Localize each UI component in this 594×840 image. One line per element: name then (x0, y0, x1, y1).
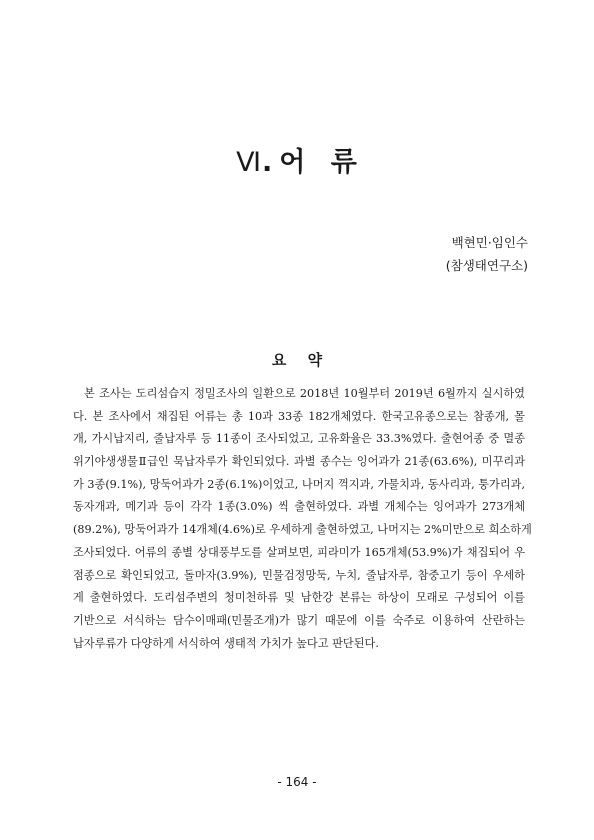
author-block (446, 231, 528, 277)
summary-line: 위기야생생물Ⅱ급인 묵납자루가 확인되었다. 과별 종수는 잉어과가 21종(63.6%), 미꾸리과 (73, 455, 525, 469)
summary-line: 점종으로 확인되었고, 돌마자(3.9%), 민물검정망둑, 누치, 줄납자루, 참중고기 등이 우세하 (73, 568, 525, 582)
summary-line: 가 3종(9.1%), 망둑어과가 2종(6.1%)이었고, 나머지 꺽지과, 가물치과, 동사리과, 퉁가리과, (73, 477, 525, 491)
summary-line: 개, 가시납지리, 줄납자루 등 11종이 조사되었고, 고유화율은 33.3%였다. 출현어종 중 멸종 (73, 432, 525, 446)
summary-line: 다. 본 조사에서 채집된 어류는 총 10과 33종 182개체였다. 한국고유종으로는 참종개, 몰 (73, 409, 525, 423)
summary-line: (89.2%), 망둑어과가 14개체(4.6%)로 우세하게 출현하였고, 나머지는 2%미만으로 희소하게 (73, 523, 532, 537)
chapter-title-text: 어 류 (279, 147, 358, 178)
summary-line: 게 출현하였다. 도리섬주변의 청미천하류 및 남한강 본류는 하상이 모래로 구성되어 이를 (73, 591, 525, 605)
author-affiliation: (참생태연구소) (445, 258, 528, 273)
chapter-dot: . (262, 147, 274, 178)
summary-paragraph (73, 383, 532, 655)
summary-line: 동자개과, 메기과 등이 각각 1종(3.0%) 씩 출현하였다. 과별 개체수는 잉어과가 273개체 (73, 500, 525, 514)
summary-line: 조사되었다. 어류의 종별 상대풍부도를 살펴보면, 피라미가 165개체(53.9%)가 채집되어 우 (73, 545, 525, 559)
page-number: - 164 - (277, 775, 317, 789)
chapter-title (0, 140, 594, 179)
author-names: 백현민·임인수 (451, 235, 528, 250)
summary-heading: 요 약 (271, 351, 323, 369)
summary-line: 본 조사는 도리섬습지 정밀조사의 일환으로 2018년 10월부터 2019년 6월까지 실시하였 (84, 387, 525, 400)
summary-line: 기반으로 서식하는 담수이매패(민물조개)가 많기 때문에 이를 숙주로 이용하여 산란하는 (73, 613, 525, 627)
summary-line: 납자루류가 다양하게 서식하여 생태적 가치가 높다고 판단된다. (73, 636, 379, 650)
chapter-numeral: Ⅵ (236, 147, 263, 178)
